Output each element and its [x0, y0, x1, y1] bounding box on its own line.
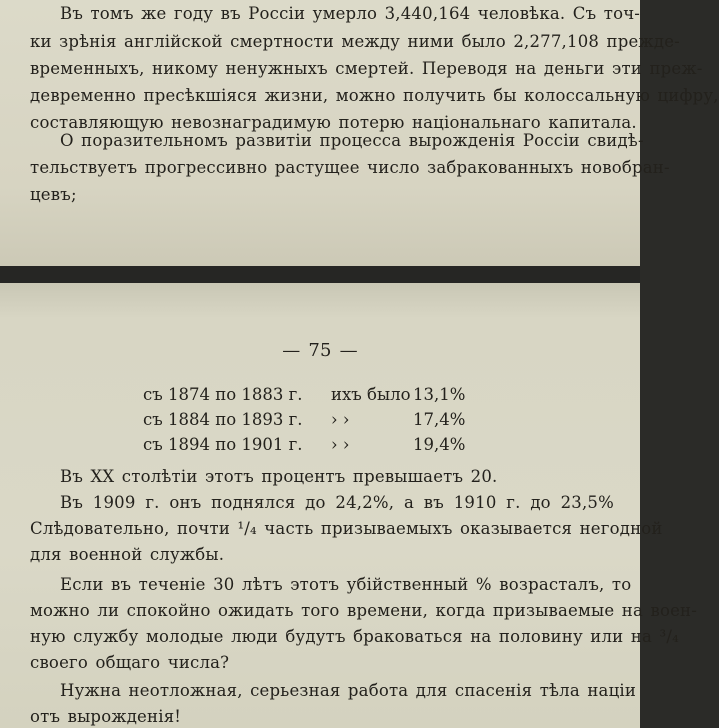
text-line: Нужна неотложная, серьезная работа для спасенія тѣла націи: [60, 681, 637, 700]
text-line: составляющую невознаградимую потерю національнаго капитала.: [30, 113, 637, 132]
text-line: Слѣдовательно, почти ¹/₄ часть призываемыхъ оказывается негодной: [30, 519, 663, 538]
stat-value: 17,4%: [413, 410, 466, 429]
stat-value: 19,4%: [413, 435, 466, 454]
text-line: своего общаго числа?: [30, 653, 230, 672]
text-line: для военной службы.: [30, 545, 225, 564]
upper-page-fragment: [0, 0, 719, 266]
text-line: ки зрѣнія англійской смертности между ними было 2,277,108 прежде-: [30, 32, 680, 51]
text-line: Въ томъ же году въ Россіи умерло 3,440,164 человѣка. Съ точ-: [60, 4, 641, 23]
stat-row: [143, 409, 503, 431]
stat-label: › ›: [331, 435, 350, 454]
page-gap: [0, 266, 640, 283]
text-line: девременно пресѣкшіяся жизни, можно получить бы колоссальную цифру,: [30, 86, 719, 105]
text-line: временныхъ, никому ненужныхъ смертей. Переводя на деньги эти преж-: [30, 59, 703, 78]
stat-period: съ 1884 по 1893 г.: [143, 410, 303, 429]
stat-row: [143, 434, 503, 456]
text-line: ную службу молодые люди будутъ браковаться на половину или на ³/₄: [30, 627, 679, 646]
text-line: Если въ теченіе 30 лѣтъ этотъ убійственный % возрасталъ, то: [60, 575, 632, 594]
lower-page-fragment: [0, 283, 698, 728]
stat-label: ихъ было: [331, 385, 411, 404]
stat-row: [143, 384, 503, 406]
text-line: О поразительномъ развитіи процесса вырожденія Россіи свидѣ-: [60, 131, 644, 150]
page-number: — 75 —: [282, 340, 358, 361]
text-line: Въ 1909 г. онъ поднялся до 24,2%, а въ 1910 г. до 23,5%: [60, 493, 614, 512]
text-line: отъ вырожденія!: [30, 707, 182, 726]
text-line: можно ли спокойно ожидать того времени, когда призываемые на воен-: [30, 601, 698, 620]
stat-period: съ 1874 по 1883 г.: [143, 385, 303, 404]
text-line: цевъ;: [30, 185, 77, 204]
stat-label: › ›: [331, 410, 350, 429]
text-line: тельствуетъ прогрессивно растущее число забракованныхъ новобран-: [30, 158, 670, 177]
stat-value: 13,1%: [413, 385, 466, 404]
stat-period: съ 1894 по 1901 г.: [143, 435, 303, 454]
text-line: Въ XX столѣтіи этотъ процентъ превышаетъ 20.: [60, 467, 498, 486]
